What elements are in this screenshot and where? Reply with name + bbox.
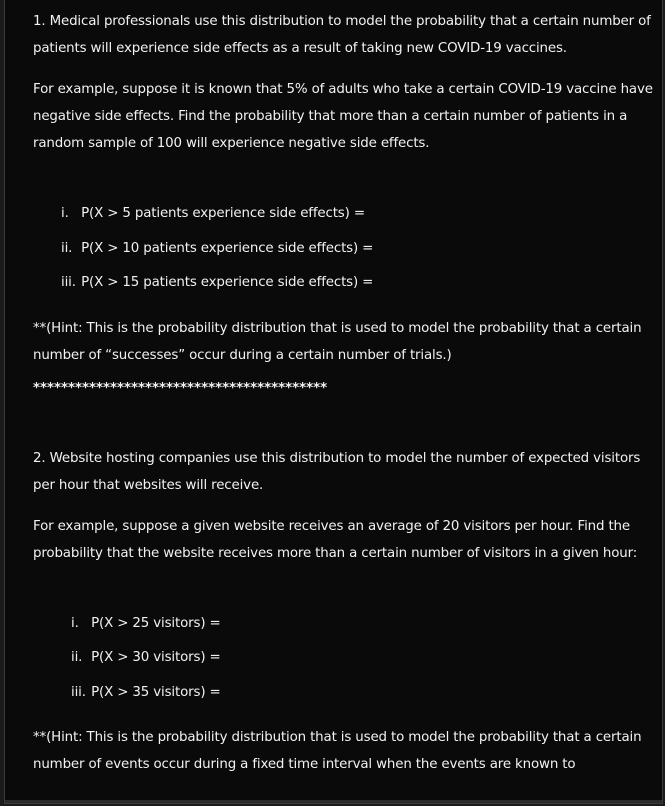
document-panel	[4, 0, 663, 804]
list-item	[33, 676, 658, 711]
list-item-text: P(X > 5 patients experience side effects) =	[81, 206, 365, 221]
list-item	[33, 641, 658, 676]
list-item-number: ii.	[71, 650, 83, 665]
q2-list	[33, 607, 658, 711]
list-item-number: iii.	[61, 275, 76, 290]
list-item-number: iii.	[71, 684, 86, 700]
list-item	[33, 197, 658, 232]
q1-intro: 1. Medical professionals use this distribution to model the probability that a certain number of patients will experience side effects as a result of taking new COVID-19 vaccines.	[33, 14, 651, 56]
separator: ******************************************	[33, 380, 328, 396]
document-content	[33, 8, 658, 778]
q2-example: For example, suppose a given website receives an average of 20 visitors per hour. Find the probability that the website receives more than a certain number of visitors in a given hour:	[33, 518, 638, 561]
list-item-number: i.	[71, 615, 79, 631]
list-item-number: ii.	[61, 240, 73, 256]
list-item-text: P(X > 30 visitors) =	[91, 650, 221, 665]
list-item-text: P(X > 15 patients experience side effects) =	[81, 275, 374, 290]
list-item-text: P(X > 35 visitors) =	[91, 684, 221, 700]
q1-example: For example, suppose it is known that 5% of adults who take a certain COVID-19 vaccine have negative side effects. Find the probability that more than a certain number of patients in a random sample of 100 will experience negative side effects.	[33, 82, 653, 151]
q1-list	[33, 197, 658, 301]
q2-hint: **(Hint: This is the probability distribution that is used to model the probability that a certain number of events occur during a fixed time interval when the events are known to	[33, 730, 642, 772]
list-item	[33, 266, 658, 301]
list-item-text: P(X > 25 visitors) =	[91, 615, 221, 631]
q1-hint: **(Hint: This is the probability distribution that is used to model the probability that a certain number of “successes” occur during a certain number of trials.)	[33, 320, 642, 363]
list-item-text: P(X > 10 patients experience side effects) =	[81, 240, 374, 256]
list-item	[33, 607, 658, 642]
horizontal-scrollbar[interactable]	[5, 800, 662, 803]
list-item	[33, 232, 658, 267]
q2-intro: 2. Website hosting companies use this distribution to model the number of expected visitors per hour that websites will receive.	[33, 450, 641, 493]
list-item-number: i.	[61, 206, 69, 221]
